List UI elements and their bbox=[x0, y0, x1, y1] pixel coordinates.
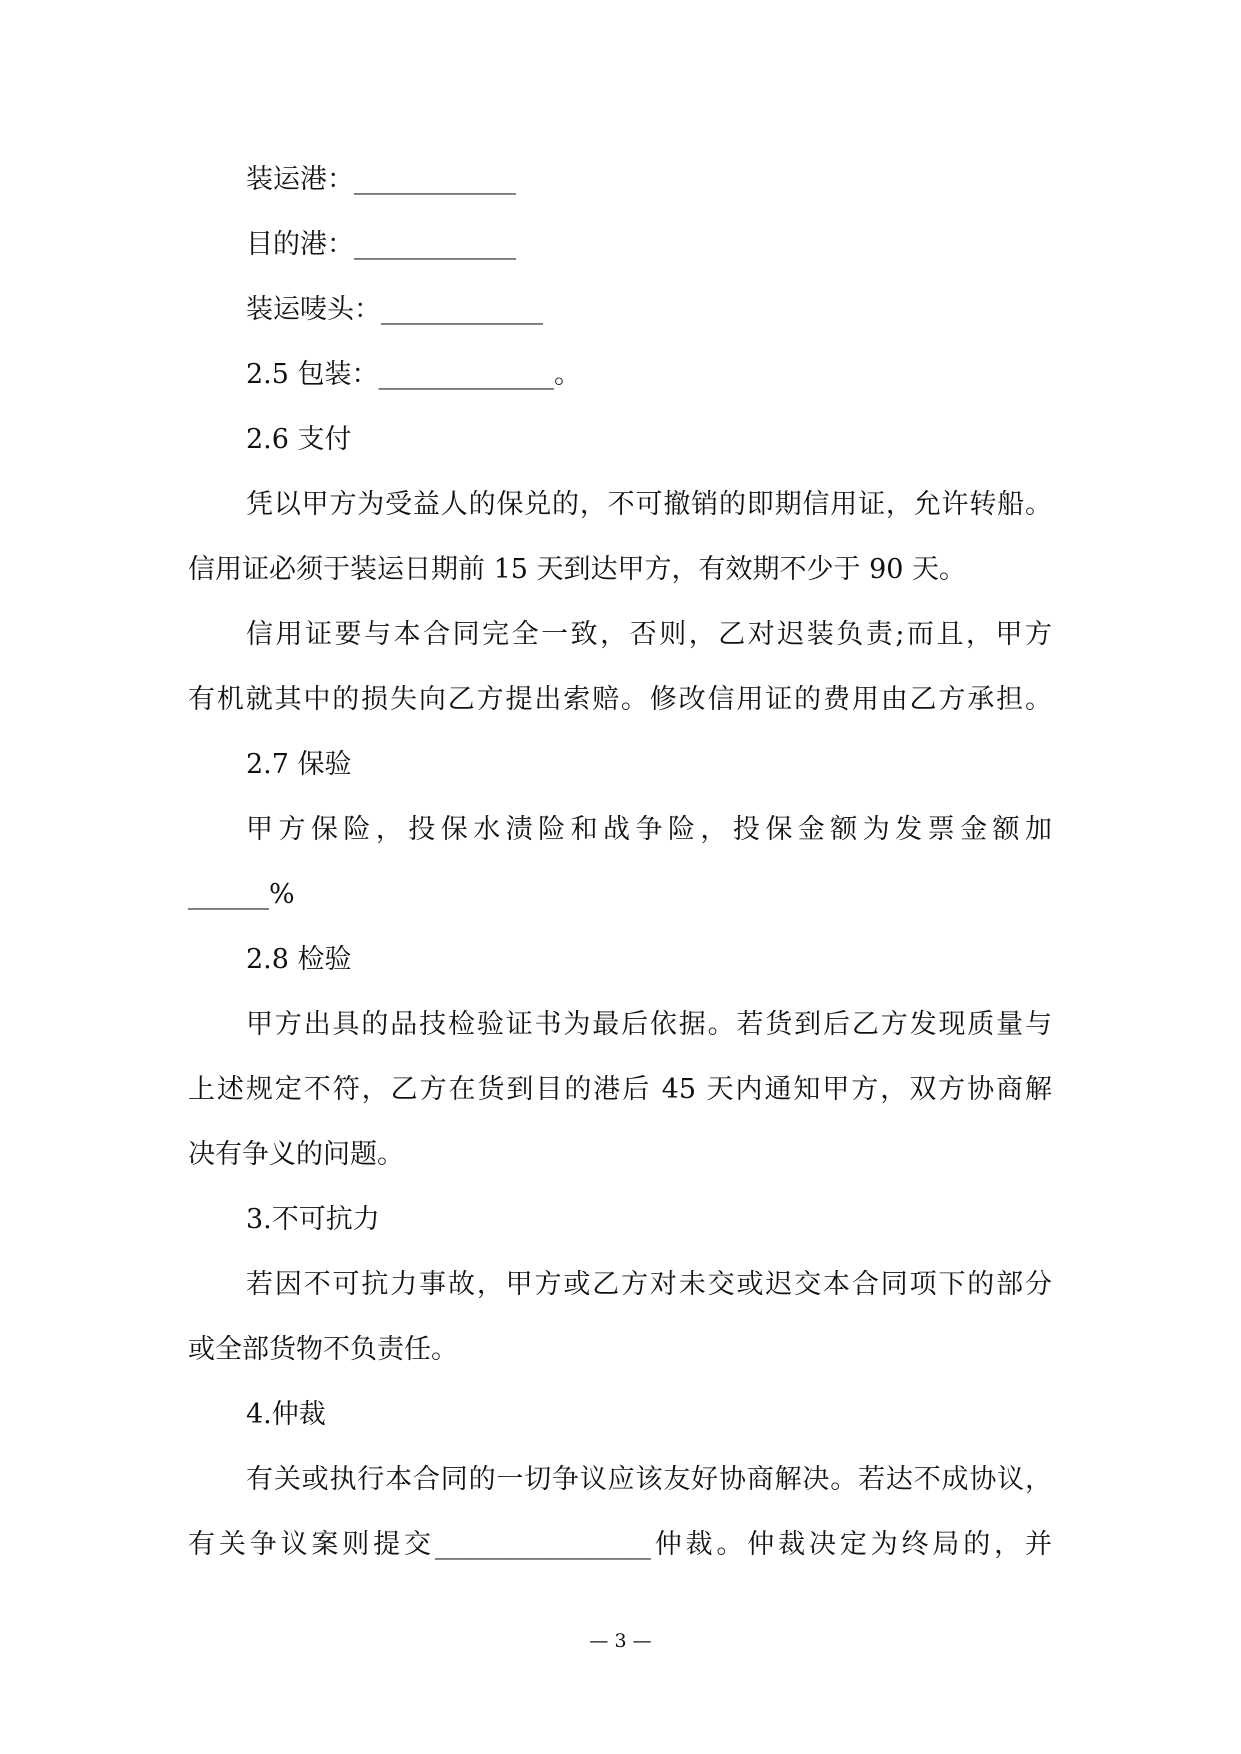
text-line-force-majeure-1: 若因不可抗力事故，甲方或乙方对未交或迟交本合同项下的部分 bbox=[246, 1269, 1052, 1300]
text-line-inspection-3: 决有争义的问题。 bbox=[188, 1139, 404, 1170]
section-heading-insurance: 2.7 保验 bbox=[246, 749, 352, 780]
text-line-arbitration-1: 有关或执行本合同的一切争议应该友好协商解决。若达不成协议， bbox=[246, 1464, 1052, 1495]
text-line-inspection-1: 甲方出具的品技检验证书为最后依据。若货到后乙方发现质量与 bbox=[246, 1009, 1052, 1040]
text-line-payment-1: 凭以甲方为受益人的保兑的，不可撤销的即期信用证，允许转船。 bbox=[246, 489, 1052, 520]
section-heading-payment: 2.6 支付 bbox=[246, 424, 352, 455]
section-heading-arbitration: 4.仲裁 bbox=[246, 1399, 326, 1430]
text-line-inspection-2: 上述规定不符，乙方在货到目的港后 45 天内通知甲方，双方协商解 bbox=[188, 1074, 1052, 1105]
text-line-loading-port: 装运港：____________ bbox=[246, 164, 516, 195]
text-line-insurance-2: ______% bbox=[188, 879, 295, 910]
text-line-destination-port: 目的港：____________ bbox=[246, 229, 516, 260]
text-line-payment-2: 信用证必须于装运日期前 15 天到达甲方，有效期不少于 90 天。 bbox=[188, 554, 967, 585]
section-heading-inspection: 2.8 检验 bbox=[246, 944, 352, 975]
text-line-shipping-mark: 装运唛头：____________ bbox=[246, 294, 543, 325]
text-line-payment-3: 信用证要与本合同完全一致，否则，乙对迟装负责;而且，甲方 bbox=[246, 619, 1052, 650]
text-line-payment-4: 有机就其中的损失向乙方提出索赔。修改信用证的费用由乙方承担。 bbox=[188, 684, 1052, 715]
section-heading-force-majeure: 3.不可抗力 bbox=[246, 1204, 380, 1235]
text-line-packing: 2.5 包装：_____________。 bbox=[246, 359, 582, 390]
text-line-insurance-1: 甲方保险，投保水渍险和战争险，投保金额为发票金额加 bbox=[246, 814, 1052, 845]
text-line-arbitration-2: 有关争议案则提交________________仲裁。仲裁决定为终局的，并 bbox=[188, 1529, 1052, 1560]
page-number: — 3 — bbox=[589, 1630, 652, 1652]
text-line-force-majeure-2: 或全部货物不负责任。 bbox=[188, 1334, 458, 1365]
